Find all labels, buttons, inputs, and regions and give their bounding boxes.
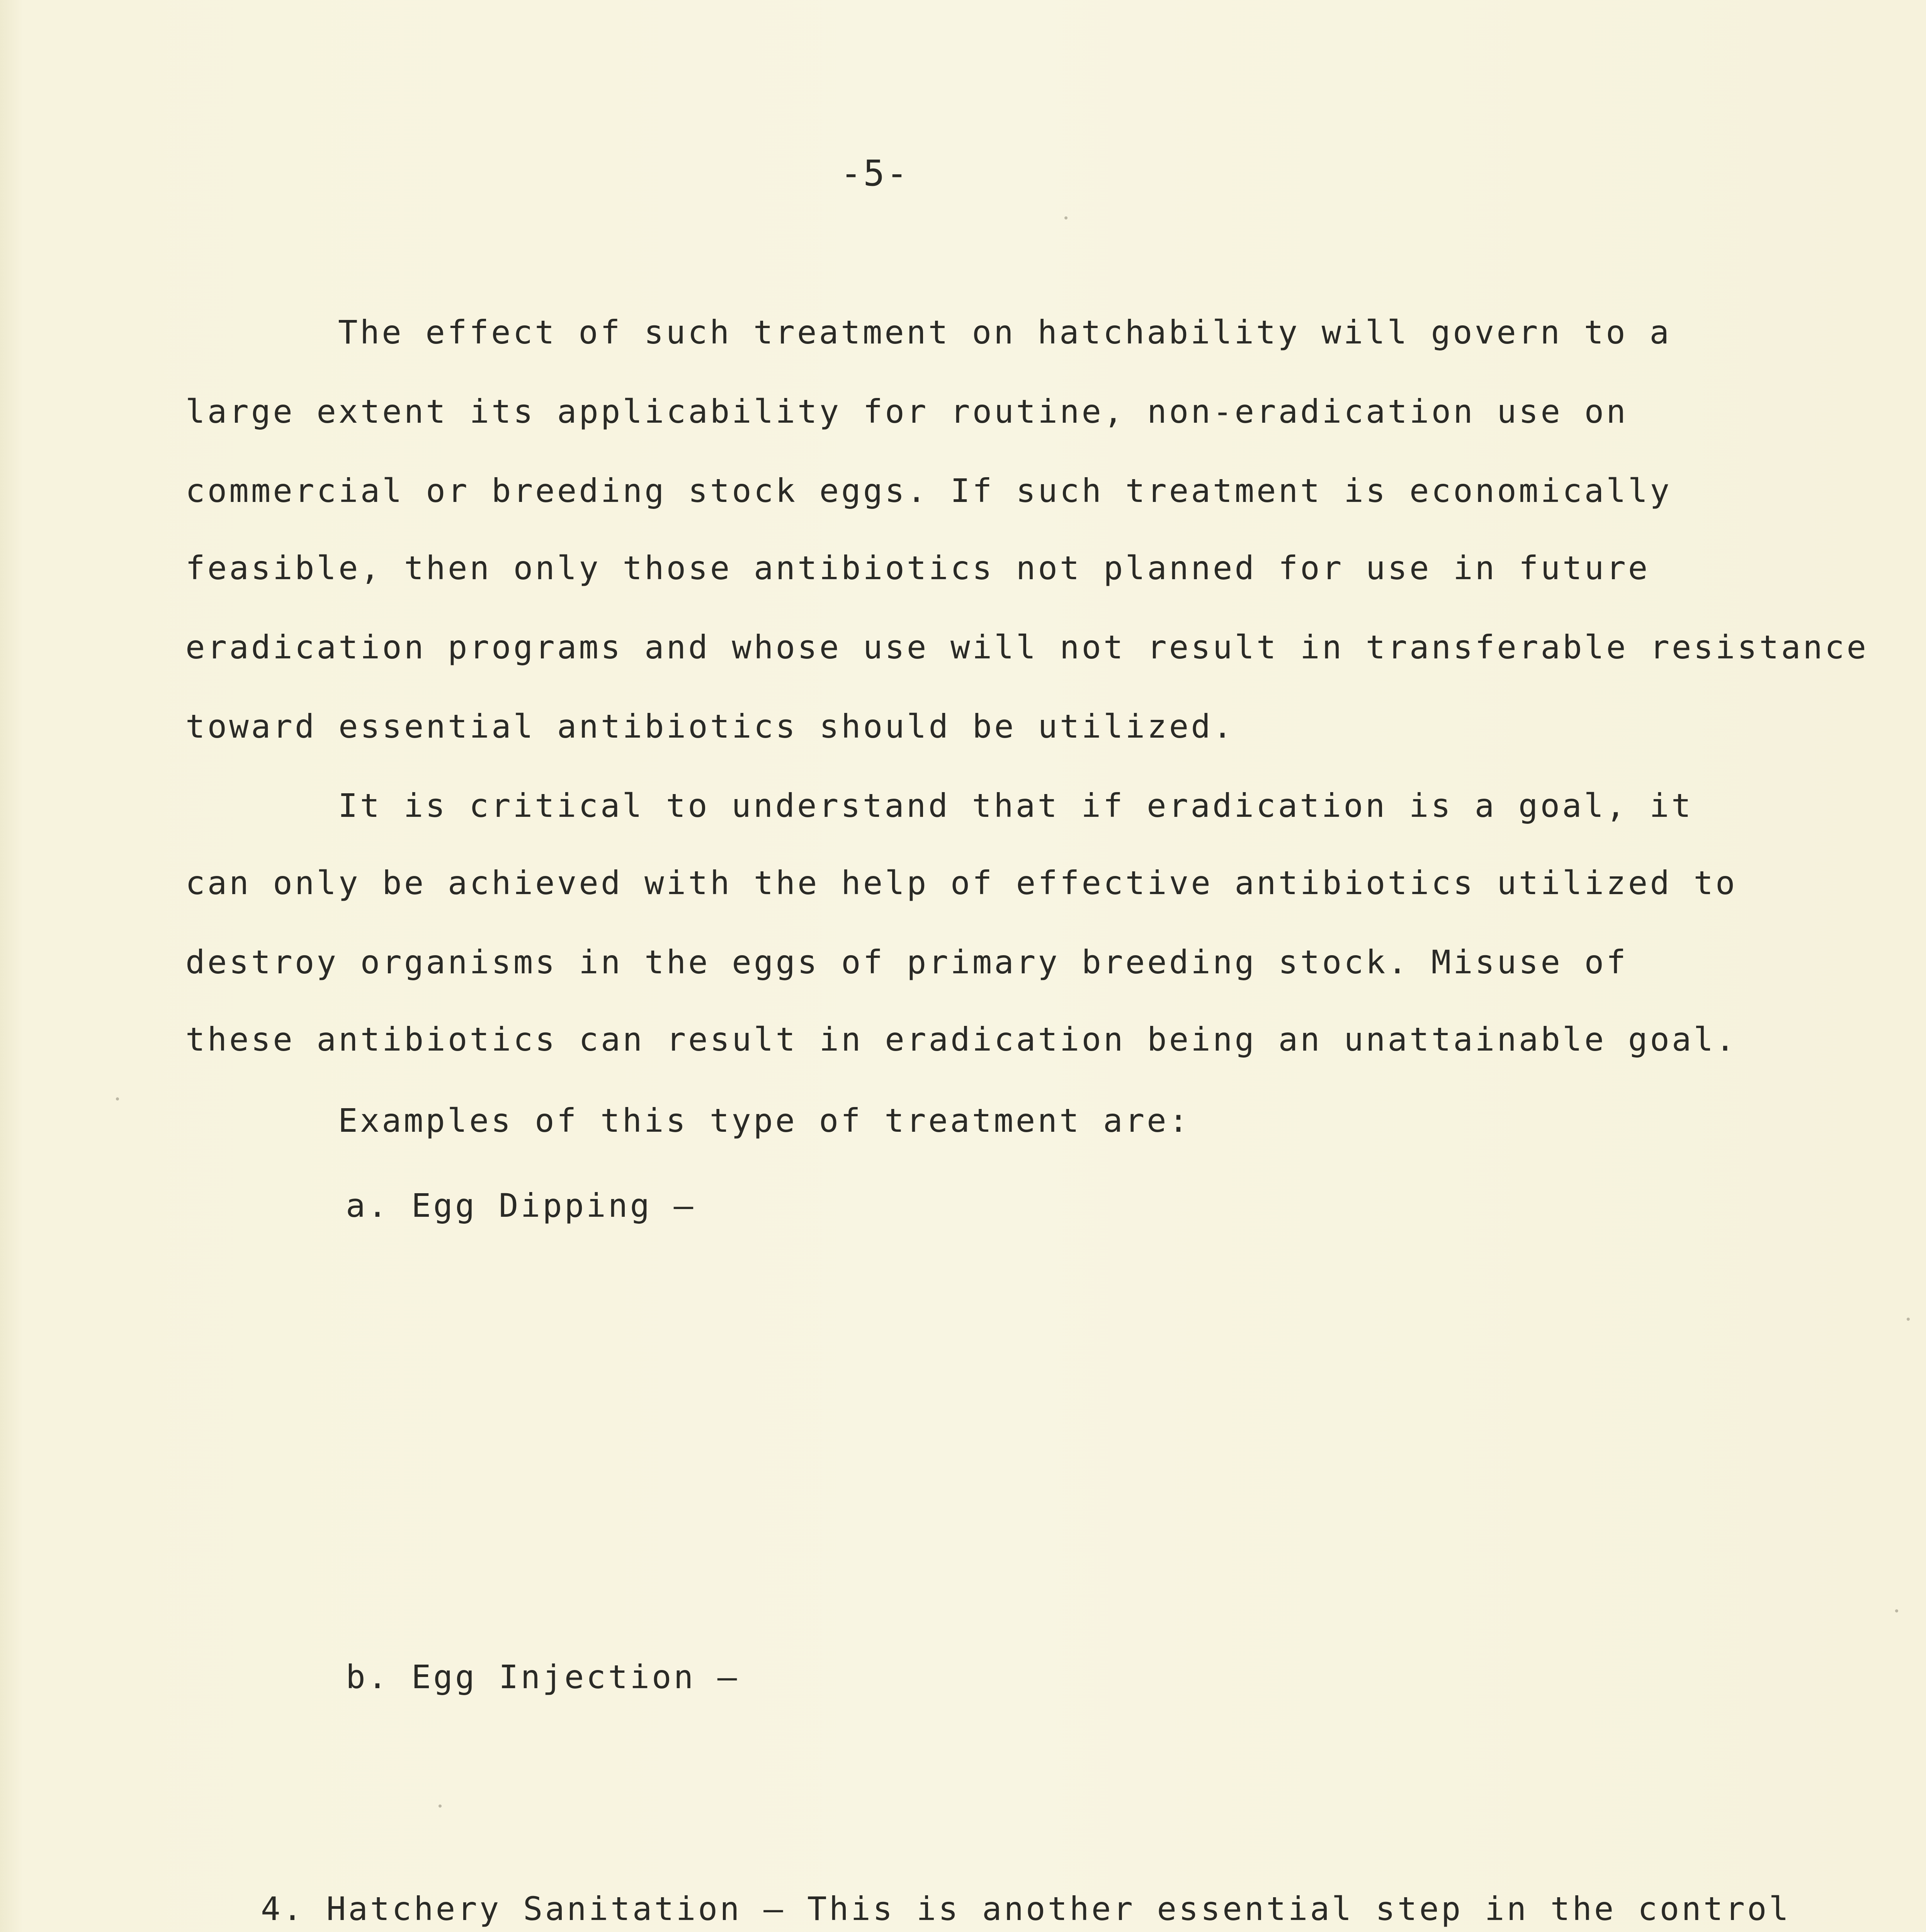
paper-speck (116, 1097, 119, 1100)
paragraph-2-line-2: can only be achieved with the help of effective antibiotics utilized to (185, 864, 1737, 902)
page-number: -5- (840, 153, 909, 194)
paragraph-2-line-3: destroy organisms in the eggs of primary breeding stock. Misuse of (185, 943, 1628, 981)
paper-speck (1907, 1318, 1910, 1321)
paragraph-1-line-5: eradication programs and whose use will not result in transferable resistance (185, 628, 1869, 666)
paragraph-1-line-4: feasible, then only those antibiotics not planned for use in future (185, 549, 1650, 587)
paper-speck (439, 1804, 442, 1808)
examples-intro: Examples of this type of treatment are: (338, 1102, 1191, 1139)
example-a-egg-dipping: a. Egg Dipping — (346, 1187, 696, 1225)
paragraph-1-line-1: The effect of such treatment on hatchability will govern to a (338, 313, 1671, 351)
paragraph-1-line-3: commercial or breeding stock eggs. If such treatment is economically (185, 472, 1672, 510)
paper-speck (1064, 216, 1068, 219)
paragraph-2-line-1: It is critical to understand that if eradication is a goal, it (338, 787, 1693, 825)
paragraph-2-line-4: these antibiotics can result in eradication being an unattainable goal. (185, 1020, 1737, 1058)
paper-speck (1895, 1609, 1898, 1612)
paragraph-1-line-6: toward essential antibiotics should be utilized. (185, 707, 1235, 745)
section-4-line-1: 4. Hatchery Sanitation — This is another essential step in the control (261, 1890, 1791, 1928)
example-b-egg-injection: b. Egg Injection — (346, 1658, 739, 1696)
paragraph-1-line-2: large extent its applicability for routine, non-eradication use on (185, 393, 1628, 430)
